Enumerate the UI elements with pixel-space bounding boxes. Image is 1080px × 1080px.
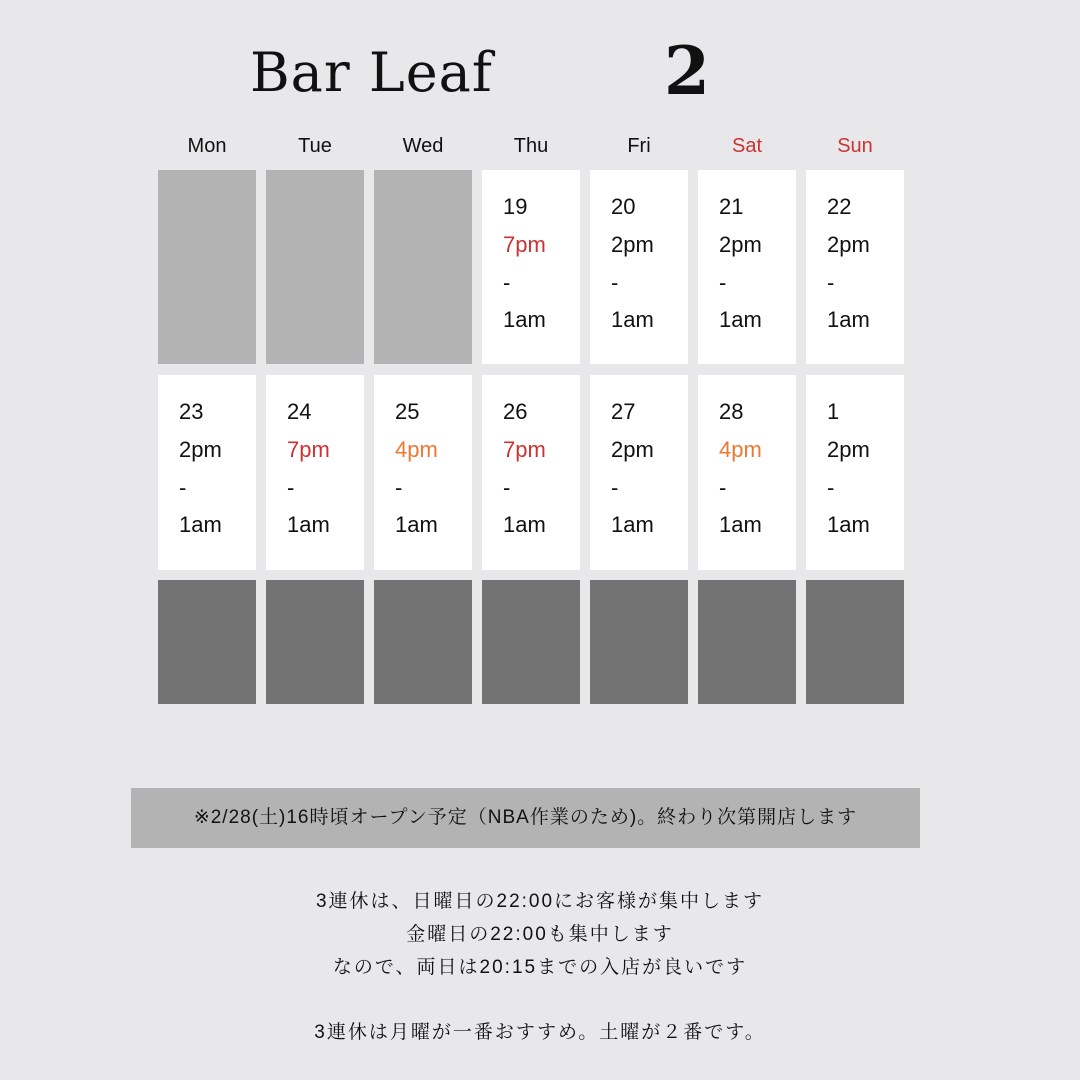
day-number: 28 — [719, 399, 744, 424]
day-cell — [482, 375, 580, 570]
closing-time: 1am — [287, 512, 330, 537]
day-cell — [266, 375, 364, 570]
weekday-sat: Sat — [731, 135, 763, 157]
weekday-wed: Wed — [402, 135, 444, 157]
time-separator: - — [287, 475, 295, 500]
info-line-1: 3連休は、日曜日の22:00にお客様が集中します — [315, 891, 765, 912]
day-cell — [482, 170, 580, 364]
empty-day-cell — [266, 170, 364, 364]
day-cell — [374, 375, 472, 570]
day-number: 19 — [503, 194, 528, 219]
closing-time: 1am — [503, 307, 546, 332]
day-number: 26 — [503, 399, 528, 424]
weekday-mon: Mon — [187, 135, 227, 157]
time-separator: - — [827, 270, 835, 295]
day-number: 23 — [179, 399, 204, 424]
opening-time: 4pm — [719, 437, 762, 462]
closing-time: 1am — [611, 307, 654, 332]
time-separator: - — [719, 270, 727, 295]
blank-day-cell — [806, 580, 904, 704]
day-cell — [806, 170, 904, 364]
closing-time: 1am — [827, 512, 870, 537]
empty-day-cell — [374, 170, 472, 364]
blank-day-cell — [590, 580, 688, 704]
blank-day-cell — [374, 580, 472, 704]
day-cell — [698, 170, 796, 364]
info-line-2: 金曜日の22:00も集中します — [406, 924, 674, 945]
day-number: 1 — [827, 399, 840, 424]
day-number: 25 — [395, 399, 420, 424]
day-number: 22 — [827, 194, 852, 219]
opening-time: 2pm — [827, 232, 870, 257]
info-line-4: 3連休は月曜が一番おすすめ。土曜が２番です。 — [314, 1022, 766, 1043]
time-separator: - — [395, 475, 403, 500]
bar-name-title: Bar Leaf — [250, 41, 493, 104]
closing-time: 1am — [503, 512, 546, 537]
closing-time: 1am — [179, 512, 222, 537]
day-number: 24 — [287, 399, 312, 424]
time-separator: - — [611, 270, 619, 295]
time-separator: - — [611, 475, 619, 500]
closing-time: 1am — [395, 512, 438, 537]
closing-time: 1am — [611, 512, 654, 537]
day-cell — [698, 375, 796, 570]
day-cell — [590, 375, 688, 570]
weekday-sun: Sun — [837, 135, 873, 157]
closing-time: 1am — [719, 512, 762, 537]
blank-day-cell — [158, 580, 256, 704]
weekday-header-row — [158, 130, 903, 162]
opening-time: 2pm — [719, 232, 762, 257]
time-separator: - — [179, 475, 187, 500]
info-line-3: なので、両日は20:15までの入店が良いです — [332, 957, 748, 978]
time-separator: - — [503, 475, 511, 500]
weekday-tue: Tue — [298, 135, 332, 157]
day-number: 21 — [719, 194, 744, 219]
month-number: 2 — [664, 32, 710, 110]
opening-time: 2pm — [611, 437, 654, 462]
opening-notice-banner: ※2/28(土)16時頃オープン予定（NBA作業のため)。終わり次第開店します — [131, 788, 920, 848]
opening-time: 4pm — [395, 437, 438, 462]
time-separator: - — [719, 475, 727, 500]
time-separator: - — [503, 270, 511, 295]
blank-day-cell — [482, 580, 580, 704]
day-cell — [806, 375, 904, 570]
blank-day-cell — [266, 580, 364, 704]
day-cell — [158, 375, 256, 570]
weekday-thu: Thu — [513, 135, 549, 157]
day-number: 20 — [611, 194, 636, 219]
weekday-fri: Fri — [627, 135, 651, 157]
opening-time: 2pm — [827, 437, 870, 462]
opening-time: 7pm — [503, 232, 546, 257]
day-number: 27 — [611, 399, 636, 424]
closing-time: 1am — [827, 307, 870, 332]
blank-day-cell — [698, 580, 796, 704]
empty-day-cell — [158, 170, 256, 364]
opening-time: 7pm — [287, 437, 330, 462]
opening-time: 2pm — [179, 437, 222, 462]
closing-time: 1am — [719, 307, 762, 332]
opening-time: 7pm — [503, 437, 546, 462]
time-separator: - — [827, 475, 835, 500]
day-cell — [590, 170, 688, 364]
opening-time: 2pm — [611, 232, 654, 257]
